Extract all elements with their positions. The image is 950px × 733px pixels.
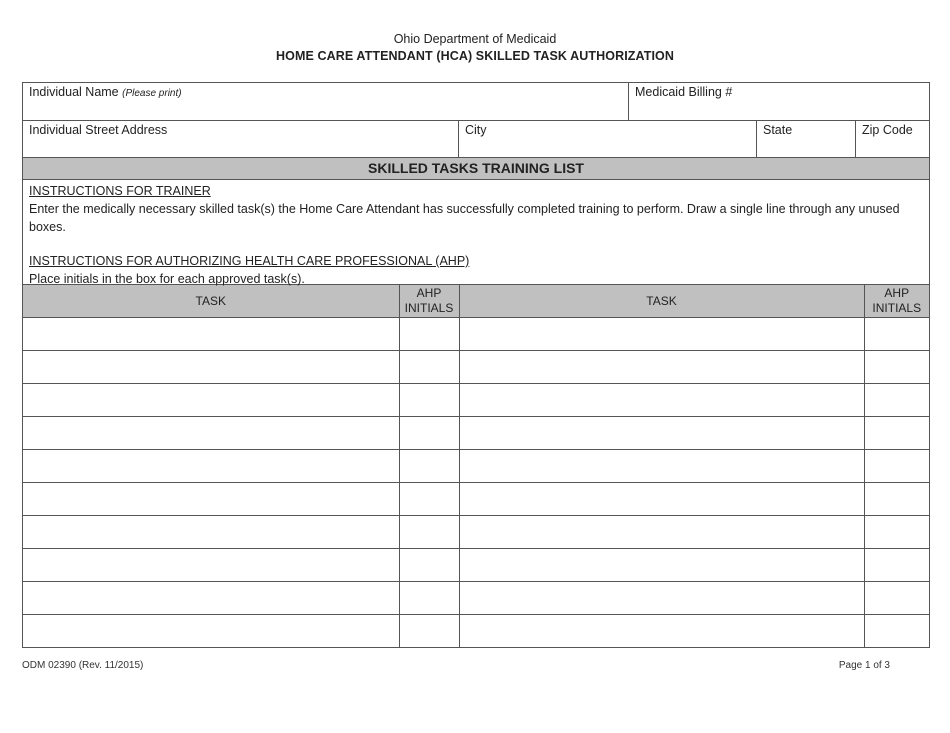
ahp-initials-cell[interactable] — [864, 516, 929, 549]
ahp-initials-column-header: AHP INITIALS — [864, 285, 929, 318]
city-field[interactable] — [459, 121, 757, 157]
ahp-initials-cell[interactable] — [399, 417, 459, 450]
ahp-initials-cell[interactable] — [399, 384, 459, 417]
ahp-initials-cell[interactable] — [399, 582, 459, 615]
task-cell[interactable] — [23, 483, 399, 516]
task-table-header — [23, 285, 929, 318]
ahp-initials-column-header: AHP INITIALS — [399, 285, 459, 318]
task-table — [23, 285, 929, 647]
ahp-initials-cell[interactable] — [864, 384, 929, 417]
ahp-initials-cell[interactable] — [399, 549, 459, 582]
zip-code-field[interactable] — [856, 121, 929, 157]
address-row — [23, 121, 929, 158]
agency-name: Ohio Department of Medicaid — [393, 32, 557, 46]
authorization-form — [22, 82, 930, 648]
task-cell[interactable] — [23, 615, 399, 648]
task-row — [23, 351, 929, 384]
task-row — [23, 417, 929, 450]
medicaid-billing-field[interactable] — [629, 83, 929, 120]
ahp-initials-cell[interactable] — [399, 483, 459, 516]
task-row — [23, 318, 929, 351]
name-row — [23, 83, 929, 121]
ahp-instructions-text: Place initials in the box for each approved task(s). — [29, 272, 305, 286]
task-cell[interactable] — [23, 450, 399, 483]
ahp-initials-cell[interactable] — [864, 549, 929, 582]
task-row — [23, 483, 929, 516]
form-title: HOME CARE ATTENDANT (HCA) SKILLED TASK AUTHORIZATION — [276, 49, 674, 63]
zip-code-label: Zip Code — [862, 123, 913, 137]
print-hint: (Please print) — [122, 88, 182, 99]
task-cell[interactable] — [23, 384, 399, 417]
task-cell[interactable] — [23, 549, 399, 582]
state-field[interactable] — [757, 121, 856, 157]
task-cell[interactable] — [23, 417, 399, 450]
individual-name-label: Individual Name (Please print) — [29, 85, 182, 99]
ahp-initials-cell[interactable] — [399, 351, 459, 384]
medicaid-billing-label: Medicaid Billing # — [635, 85, 733, 99]
ahp-initials-cell[interactable] — [399, 450, 459, 483]
ahp-initials-cell[interactable] — [399, 615, 459, 648]
section-title: SKILLED TASKS TRAINING LIST — [23, 158, 929, 180]
task-cell[interactable] — [459, 318, 864, 351]
form-number: ODM 02390 (Rev. 11/2015) — [22, 660, 144, 671]
street-address-label: Individual Street Address — [29, 123, 168, 137]
task-cell[interactable] — [459, 417, 864, 450]
ahp-initials-cell[interactable] — [399, 318, 459, 351]
task-row — [23, 516, 929, 549]
task-cell[interactable] — [23, 351, 399, 384]
task-cell[interactable] — [459, 582, 864, 615]
task-column-header: TASK — [23, 285, 399, 318]
task-row — [23, 615, 929, 648]
city-label: City — [465, 123, 487, 137]
task-cell[interactable] — [23, 516, 399, 549]
street-address-field[interactable] — [23, 121, 459, 157]
ahp-initials-cell[interactable] — [864, 450, 929, 483]
ahp-initials-cell[interactable] — [864, 582, 929, 615]
trainer-instructions-heading: INSTRUCTIONS FOR TRAINER — [29, 184, 211, 198]
task-cell[interactable] — [459, 549, 864, 582]
instructions — [23, 180, 929, 285]
state-label: State — [763, 123, 793, 137]
task-cell[interactable] — [459, 615, 864, 648]
ahp-initials-cell[interactable] — [864, 318, 929, 351]
task-row — [23, 384, 929, 417]
task-row — [23, 549, 929, 582]
ahp-initials-cell[interactable] — [864, 483, 929, 516]
task-cell[interactable] — [459, 516, 864, 549]
task-cell[interactable] — [459, 450, 864, 483]
individual-name-field[interactable] — [23, 83, 629, 120]
task-cell[interactable] — [459, 351, 864, 384]
task-cell[interactable] — [23, 318, 399, 351]
page-number: Page 1 of 3 — [838, 660, 890, 671]
task-row — [23, 582, 929, 615]
task-cell[interactable] — [459, 483, 864, 516]
ahp-initials-cell[interactable] — [864, 615, 929, 648]
trainer-instructions-text: Enter the medically necessary skilled task(s) the Home Care Attendant has successfully completed training to perform. Draw a single line through any unused boxes. — [29, 202, 900, 234]
task-cell[interactable] — [23, 582, 399, 615]
ahp-instructions-heading: INSTRUCTIONS FOR AUTHORIZING HEALTH CARE PROFESSIONAL (AHP) — [29, 254, 470, 268]
task-column-header: TASK — [459, 285, 864, 318]
ahp-initials-cell[interactable] — [864, 417, 929, 450]
form-header — [0, 31, 950, 65]
ahp-initials-cell[interactable] — [399, 516, 459, 549]
ahp-initials-cell[interactable] — [864, 351, 929, 384]
task-row — [23, 450, 929, 483]
task-cell[interactable] — [459, 384, 864, 417]
